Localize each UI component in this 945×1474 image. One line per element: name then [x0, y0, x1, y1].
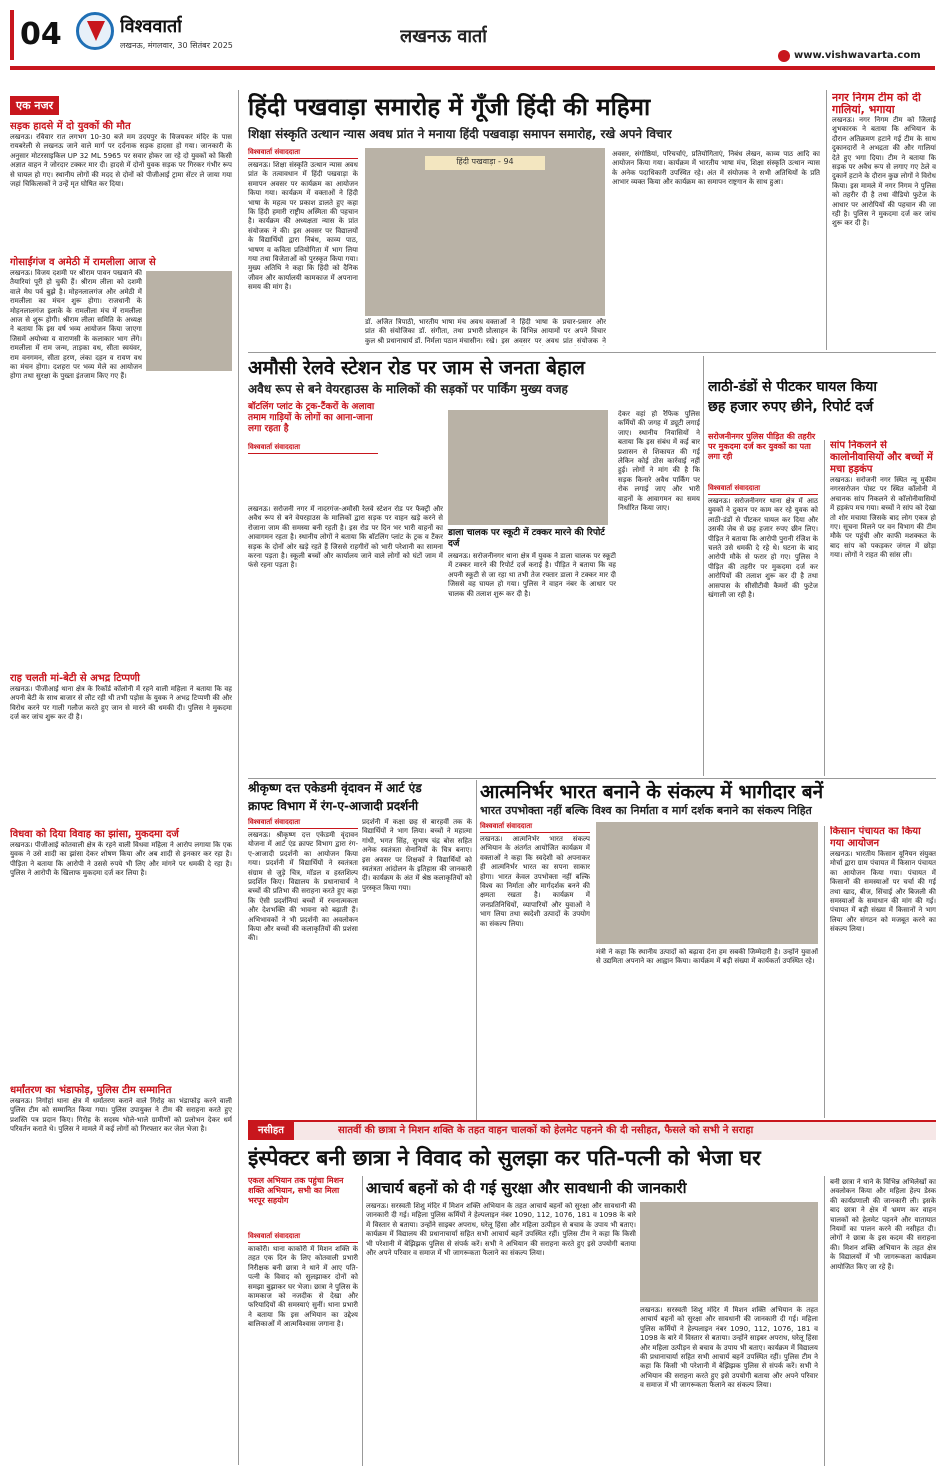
kisan-story [830, 826, 936, 1118]
column-divider [703, 356, 704, 776]
article-body: लखनऊ। सरोजनीनगर थाना क्षेत्र में आठ युवकों ने दुकान पर काम कर रहे युवक को लाठी-डंडों से पीटकर घायल कर दिया और उसकी जेब से छह हजार रुपए छीन लिए। पीड़ित ने बताया कि आरोपी पुरानी रंजिश के चलते उसे धमकी दे रहे थे। घटना के बाद आरोपी मौके से फरार हो गए। पुलिस ने पीड़ित की तहरीर पर मुकदमा दर्ज कर आरोपियों की तलाश शुरू कर दी है तथा आसपास के सीसीटीवी कैमरों की फुटेज खंगाली जा रही है। [708, 497, 818, 600]
article-col [248, 818, 358, 1118]
story-title: सांप निकलने से कालोनीवासियों और बच्चों में मचा हड़कंप [830, 440, 933, 475]
logo-icon [76, 12, 114, 50]
nagar-nigam-story [832, 92, 936, 350]
story-body: लखनऊ। निगोहां थाना क्षेत्र में धर्मांतरण कराने वाले गिरोह का भंडाफोड़ करने वाली पुलिस टीम को सम्मानित किया गया। पुलिस उपायुक्त ने टीम की सराहना करते हुए प्रशस्ति पत्र प्रदान किए। गिरोह के सदस्य भोले-भाले ग्रामीणों को प्रलोभन देकर धर्म परिवर्तन कराते थे। पुलिस ने मामले में कई लोगों को गिरफ्तार कर जेल भेजा है। [10, 1097, 232, 1134]
snake-story [830, 440, 936, 776]
column-divider [238, 90, 239, 1465]
pull-quote: बॉटलिंग प्लांट के ट्रक-टैंकरों के अलावा तमाम गाड़ियों के लोगों का आना-जाना लगा रहता है [248, 402, 375, 434]
nasihat-label: नसीहत [248, 1122, 294, 1140]
section-rule [248, 352, 936, 353]
story-body: लखनऊ। सरोजनी नगर स्थित न्यू मुकीम नगरसरोजन पोस्ट पर स्थित कॉलोनी में अचानक सांप निकलने से कॉलोनीवासियों में हड़कंप मच गया। बच्चों ने सांप को देखा तो शोर मचाया जिसके बाद लोग एकत्र हो गए। सूचना मिलने पर वन विभाग की टीम मौके पर पहुंची और काफी मशक्कत के बाद सांप को पकड़कर जंगल में छोड़ा गया। लोगों ने राहत की सांस ली। [830, 476, 936, 560]
section-rule [248, 778, 936, 779]
globe-icon [778, 50, 790, 62]
ramlila-photo [146, 271, 232, 371]
ek-nazar-label: एक नजर [10, 96, 59, 115]
column-divider [362, 1176, 363, 1466]
headline: आत्मनिर्भर भारत बनाने के संकल्प में भागीदार बनें [480, 781, 824, 803]
column-divider [824, 1176, 825, 1466]
column-divider [476, 780, 477, 1120]
article-body: बनी छात्रा ने थाने के विभिन्न अभिलेखों का अवलोकन किया और महिला हेल्प डेस्क की कार्यप्रणाली की जानकारी ली। इसके बाद छात्रा ने क्षेत्र में भ्रमण कर वाहन चालकों को हेलमेट पहनने और यातायात नियमों का पालन करने की नसीहत दी। लोगों ने छात्रा के इस कदम की सराहना की। मिशन शक्ति अभियान के तहत क्षेत्र के विद्यालयों में भी जागरूकता कार्यक्रम आयोजित किए जा रहे हैं। [830, 1178, 936, 1271]
article-body: लखनऊ। श्रीकृष्ण दत्त एकेडमी वृंदावन योजना में आर्ट एंड क्राफ्ट विभाग द्वारा रंग-ए-आजादी प्रदर्शनी का आयोजन किया गया। प्रदर्शनी में विद्यार्थियों ने स्वतंत्रता संग्राम से जुड़े चित्र, मॉडल व हस्तशिल्प प्रदर्शित किए। विद्यालय के प्रधानाचार्य ने बच्चों की प्रतिभा की सराहना करते हुए कहा कि ऐसी प्रदर्शनियां बच्चों में रचनात्मकता और देशभक्ति की भावना को बढ़ाती हैं। अभिभावकों ने भी प्रदर्शनी का अवलोकन किया और बच्चों की कलाकृतियों की प्रशंसा की। [248, 831, 358, 943]
article-body: प्रदर्शनी में कक्षा छह से बारहवीं तक के विद्यार्थियों ने भाग लिया। बच्चों ने महात्मा गांधी, भगत सिंह, सुभाष चंद्र बोस सहित अनेक स्वतंत्रता सेनानियों के चित्र बनाए। इस अवसर पर शिक्षकों ने विद्यार्थियों को स्वतंत्रता आंदोलन के इतिहास की जानकारी दी। कार्यक्रम के अंत में श्रेष्ठ कलाकृतियों को पुरस्कृत किया गया। [362, 818, 472, 892]
hindi-event-photo [365, 148, 605, 316]
brand-name: विश्ववार्ता [120, 16, 182, 37]
nasihat-text: सातवीं की छात्रा ने मिशन शक्ति के तहत वाहन चालकों को हेलमेट पहनने की दी नसीहत, फैसले को सभी ने सराहा [338, 1125, 754, 1136]
article-body: वक्ताओं ने हिंदी भाषा के प्रचार-प्रसार और प्रोत्साहन के विभिन्न आयामों पर अपने विचार रखे। इस अवसर पर अवध प्रांत संयोजक ने [486, 318, 606, 345]
headline: अमौसी रेलवे स्टेशन रोड पर जाम से जनता बेहाल [248, 357, 585, 379]
article-body: लखनऊ। शिक्षा संस्कृति उत्थान न्यास अवध प्रांत के तत्वावधान में हिंदी पखवाड़ा के समापन अवसर पर कार्यक्रम का आयोजन किया गया। कार्यक्रम में वक्ताओं ने हिंदी भाषा के महत्व पर प्रकाश डालते हुए कहा कि हिंदी हमारी राष्ट्रीय अस्मिता की पहचान है। कार्यक्रम की अध्यक्षता न्यास के प्रांत संयोजक ने की। इस अवसर पर विद्यालयों के विद्यार्थियों द्वारा निबंध, काव्य पाठ, भाषण व कविता प्रतियोगिता में भाग लिया गया तथा विजेताओं को पुरस्कृत किया गया। मुख्य अतिथि ने कहा कि हिंदी को दैनिक जीवन और कार्यालयी कामकाज में अपनाना समय की मांग है। [248, 161, 358, 292]
article-col [480, 822, 590, 1118]
headline: लाठी-डंडों से पीटकर घायल किया [708, 379, 878, 395]
website-link[interactable]: www.vishwavarta.com [794, 50, 921, 61]
story-body: लखनऊ। रविवार रात लगभग 10-30 बजे मम उदयपुर के विजयकर मंदिर के पास रायबरेली से लखनऊ जाने वाले मार्ग पर दर्दनाक सड़क हादसा हो गया। जानकारी के अनुसार मोटरसाइकिल UP 32 ML 5965 पर सवार होकर जा रहे दो युवकों को किसी अज्ञात वाहन ने जोरदार टक्कर मार दी। हादसे में दोनों युवक सड़क पर गिरकर गंभीर रूप से घायल हो गए। स्थानीय लोगों की मदद से दोनों को पीजीआई ट्रामा सेंटर ले जाया गया जहां चिकित्सकों ने उन्हें मृत घोषित कर दिया। [10, 133, 232, 189]
story-title: राह चलती मां-बेटी से अभद्र टिप्पणी [10, 673, 140, 684]
article-body: लखनऊ। सरस्वती शिशु मंदिर में मिशन शक्ति अभियान के तहत आचार्य बहनों को सुरक्षा और सावधानी की जानकारी दी गई। महिला पुलिस कर्मियों ने हेल्पलाइन नंबर 1090, 112, 1076, 181 व 1098 के बारे में विस्तार से बताया। उन्होंने साइबर अपराध, घरेलू हिंसा और महिला उत्पीड़न से बचाव के उपाय भी बताए। कार्यक्रम में विद्यालय की प्रधानाचार्या सहित सभी आचार्य बहनें उपस्थित रहीं। पुलिस टीम ने कहा कि किसी भी परेशानी में बेझिझक पुलिस से संपर्क करें। सभी ने अभियान की सराहना करते हुए इसे उपयोगी बताया और अपने परिवार व समाज में भी जागरूकता फैलाने का संकल्प लिया। [640, 1306, 818, 1390]
quote-box [248, 402, 378, 502]
pull-quote: सरोजनीनगर पुलिस पीड़ित की तहरीर पर मुकदमा दर्ज कर युवकों का पता लगा रही [708, 432, 816, 461]
story-title: किसान पंचायत का किया गया आयोजन [830, 826, 921, 849]
byline: विश्ववार्ता संवाददाता [480, 822, 590, 833]
byline: विश्ववार्ता संवाददाता [708, 484, 818, 495]
article-body: लखनऊ। सरस्वती शिशु मंदिर में मिशन शक्ति अभियान के तहत आचार्य बहनों को सुरक्षा और सावधानी की जानकारी दी गई। महिला पुलिस कर्मियों ने हेल्पलाइन नंबर 1090, 112, 1076, 181 व 1098 के बारे में विस्तार से बताया। उन्होंने साइबर अपराध, घरेलू हिंसा और महिला उत्पीड़न से बचाव के उपाय भी बताए। कार्यक्रम में विद्यालय की प्रधानाचार्या सहित सभी आचार्य बहनें उपस्थित रहीं। पुलिस टीम ने कहा कि किसी भी परेशानी में बेझिझक पुलिस से संपर्क करें। सभी ने अभियान की सराहना करते हुए इसे उपयोगी बताया और अपने परिवार व समाज में भी जागरूकता फैलाने का संकल्प लिया। [366, 1202, 636, 1258]
story-title: गोसाईंगंज व अमेठी में रामलीला आज से [10, 257, 156, 268]
headline: श्रीकृष्ण दत्त एकेडमी वृंदावन में आर्ट एंड [248, 781, 422, 795]
story-body: लखनऊ। विजय दशमी पर श्रीराम पावन पखवाने की तैयारियां पूरी हो चुकी हैं। श्रीराम लीला को दशमी वाले मेघ पर्व बुझे है। मोहनलालगंज और अमेठी में रामलीला का मंचन शुरू होगा। राजधानी के मोहनलालगंज इलाके के रामलीला मंच में रामलीला आज से शुरू होगी। श्रीराम लीला समिति के अध्यक्ष ने बताया कि इस वर्ष भव्य आयोजन किया जाएगा जिसमें अयोध्या व वाराणसी के कलाकार भाग लेंगे। रामलीला में राम जन्म, ताड़का वध, सीता स्वयंवर, राम वनगमन, सीता हरण, लंका दहन व रावण वध का मंचन होगा। दशहरा पर भव्य मेले का आयोजन होगा तथा सुरक्षा के पुख्ता इंतजाम किए गए हैं। [10, 269, 142, 381]
page-number: 04 [20, 17, 62, 52]
section-title: लखनऊ वार्ता [400, 26, 487, 47]
edition-date: लखनऊ, मंगलवार, 30 सितंबर 2025 [120, 41, 233, 50]
story-body: लखनऊ। पीजीआई कोतवाली क्षेत्र के रहने वाली विधवा महिला ने आरोप लगाया कि एक युवक ने उसे शादी का झांसा देकर शोषण किया और अब शादी से इनकार कर रहा है। पीड़िता ने बताया कि आरोपी ने उससे रुपये भी लिए और मांगने पर धमकी दे रहा है। पुलिस ने आरोपी के खिलाफ मुकदमा दर्ज कर लिया है। [10, 841, 232, 878]
story-body: लखनऊ। भारतीय किसान यूनियन संयुक्त मोर्चा द्वारा ग्राम पंचायत में किसान पंचायत का आयोजन किया गया। पंचायत में किसानों की समस्याओं पर चर्चा की गई तथा खाद, बीज, सिंचाई और बिजली की समस्याओं के समाधान की मांग की गई। पंचायत में बड़ी संख्या में किसानों ने भाग लिया और संगठन को मजबूत करने का संकल्प लिया। [830, 850, 936, 934]
article-col [248, 148, 358, 343]
article-body: लखनऊ। सरोजनीनगर थाना क्षेत्र में युवक ने डाला चालक पर स्कूटी में टक्कर मारने की रिपोर्ट दर्ज कराई है। पीड़ित ने बताया कि वह अपनी स्कूटी से जा रहा था तभी तेज रफ्तार डाला ने टक्कर मार दी जिससे वह घायल हो गया। पुलिस ने वाहन नंबर के आधार पर चालक की तलाश शुरू कर दी है। [448, 552, 616, 598]
deck: भारत उपभोक्ता नहीं बल्कि विश्व का निर्माता व मार्ग दर्शक बनाने का संकल्प निहित [480, 804, 812, 817]
deck: अवैध रूप से बने वेयरहाउस के मालिकों की सड़कों पर पार्किंग मुख्य वजह [248, 382, 568, 396]
byline: विश्ववार्ता संवाददाता [248, 1232, 358, 1243]
deck: शिक्षा संस्कृति उत्थान न्यास अवध प्रांत ने मनाया हिंदी पखवाड़ा समापन समारोह, रखे अपने विचार [248, 127, 672, 141]
left-column [10, 94, 232, 1466]
atmanirbhar-photo [596, 822, 818, 944]
header-rule [10, 66, 935, 70]
byline: विश्ववार्ता संवाददाता [248, 148, 358, 159]
truck-photo [448, 410, 608, 525]
headline: क्राफ्ट विभाग में रंग-ए-आजादी प्रदर्शनी [248, 799, 419, 813]
byline: विश्ववार्ता संवाददाता [248, 443, 378, 454]
headline: आचार्य बहनों को दी गई सुरक्षा और सावधानी की जानकारी [366, 1179, 687, 1197]
column-divider [826, 90, 827, 350]
article-body: अवसर, संगोष्ठियां, परिचर्चाएं, प्रतियोगिताएं, निबंध लेखन, काव्य पाठ आदि का आयोजन किया गया। कार्यक्रम में भारतीय भाषा मंच, शिक्षा संस्कृति उत्थान न्यास के अनेक पदाधिकारी उपस्थित रहे। अंत में संयोजक ने सभी अतिथियों के प्रति आभार व्यक्त किया और कार्यक्रम का समापन राष्ट्रगान के साथ हुआ। [612, 150, 820, 187]
nasihat-strip [248, 1120, 936, 1140]
headline: हिंदी पखवाड़ा समारोह में गूँजी हिंदी की महिमा [248, 93, 651, 121]
article-body: मंत्री ने कहा कि स्थानीय उत्पादों को बढ़ावा देना हम सबकी जिम्मेदारी है। उन्होंने युवाओं से उद्यमिता अपनाने का आह्वान किया। कार्यक्रम में बड़ी संख्या में कार्यकर्ता उपस्थित रहे। [596, 948, 818, 966]
story-title: सड़क हादसे में दो युवकों की मौत [10, 121, 131, 132]
story-title: विधवा को दिया विवाह का झांसा, मुकदमा दर्ज [10, 829, 179, 840]
story-body: लखनऊ। पीजीआई थाना क्षेत्र के रिकॉर्ड कॉलोनी में रहने वाली महिला ने बताया कि वह अपनी बेटी के साथ बाजार से लौट रही थी तभी पड़ोस के युवक ने अभद्र टिप्पणी की और विरोध करने पर गाली गलौज करते हुए जान से मारने की धमकी दी। पुलिस ने मुकदमा दर्ज कर जांच शुरू कर दी है। [10, 685, 232, 722]
byline: विश्ववार्ता संवाददाता [248, 818, 358, 829]
article-body: काकोरी। थाना काकोरी में मिशन शक्ति के तहत एक दिन के लिए कोतवाली प्रभारी निरीक्षक बनी छात्रा ने थाने में आए पति-पत्नी के विवाद को सुलझाकर दोनों को समझा बुझाकर घर भेजा। छात्रा ने पुलिस के कामकाज को नजदीक से देखा और फरियादियों की समस्याएं सुनीं। थाना प्रभारी ने बताया कि इस अभियान का उद्देश्य बालिकाओं में आत्मविश्वास जगाना है। [248, 1245, 358, 1329]
article-body: लखनऊ। सरोजनी नगर में नादरगंज-अमौसी रेलवे स्टेशन रोड पर फैक्ट्री और अवैध रूप से बने वेयरहाउस के मालिकों द्वारा सड़क पर वाहन खड़े करने से रोजाना जाम की समस्या बनी रहती है। इस रोड पर दिन भर भारी वाहनों का आवागमन रहता है। स्थानीय लोगों ने बताया कि बॉटलिंग प्लांट के ट्रक व टैंकर सड़क के दोनों ओर खड़े रहते हैं जिससे राहगीरों को भारी परेशानी का सामना करना पड़ता है। स्कूली बच्चों और कार्यालय जाने वाले लोगों को घंटों जाम में फंसे रहना पड़ता है। [248, 505, 443, 570]
pull-quote: एकल अभियान तक पहुंचा मिशन शक्ति अभियान, सभी का मिला भरपूर सहयोग [248, 1176, 344, 1205]
banner-text: हिंदी पखवाड़ा - 94 [425, 156, 545, 170]
article-col [708, 484, 818, 776]
headline: छह हजार रुपए छीने, रिपोर्ट दर्ज [708, 399, 874, 415]
story-title: धर्मांतरण का भंडाफोड़, पुलिस टीम सम्मानित [10, 1085, 172, 1096]
article-body: लखनऊ। आत्मनिर्भर भारत संकल्प अभियान के अंतर्गत आयोजित कार्यक्रम में वक्ताओं ने कहा कि स्वदेशी को अपनाकर ही आत्मनिर्भर भारत का सपना साकार होगा। भारत केवल उपभोक्ता नहीं बल्कि विश्व का निर्माता और मार्गदर्शक बनने की क्षमता रखता है। कार्यक्रम में जनप्रतिनिधियों, व्यापारियों और युवाओं ने भाग लिया तथा स्वदेशी उत्पादों के उपयोग का संकल्प लिया। [480, 835, 590, 928]
story-body: लखनऊ। नगर निगम टीम को जिलाई शुभकारक ने बताया कि अभियान के दौरान अतिक्रमण हटाने गई टीम के साथ दुकानदारों ने अभद्रता की और गालियां देते हुए भगा दिया। टीम ने बताया कि सड़क पर अवैध रूप से लगाए गए ठेले व दुकानें हटाने के दौरान कुछ लोगों ने विरोध किया। इस मामले में नगर निगम ने पुलिस को तहरीर दी है तथा वीडियो फुटेज के आधार पर आरोपियों की पहचान की जा रही है। पुलिस ने मुकदमा दर्ज कर जांच शुरू कर दी है। [832, 116, 936, 228]
column-divider [824, 826, 825, 1118]
headline: इंस्पेक्टर बनी छात्रा ने विवाद को सुलझा कर पति-पत्नी को भेजा घर [248, 1146, 761, 1170]
column-divider [824, 440, 825, 776]
acharya-photo [640, 1202, 818, 1302]
story-title: नगर निगम टीम को दी गालियां, भगाया [832, 92, 921, 116]
article-col [248, 1232, 358, 1466]
page-number-box [10, 10, 68, 60]
photo-caption: डॉ. अजित त्रिपाठी, भारतीय भाषा मंच अवध प्रांत की संयोजिका डॉ. संगीता, तथा प्रभारी कुल श्री प्रधानाचार्य डॉ. निर्मला पठान मंचासीन। [365, 318, 483, 345]
photo-caption: डाला चालक पर स्कूटी में टक्कर मारने की रिपोर्ट दर्ज [448, 528, 605, 549]
article-body: देकर वहां हो रैफिक पुलिस कर्मियों की जगह में ड्यूटी लगाई जाए। स्थानीय निवासियों ने बताया कि इस संबंध में कई बार प्रशासन से शिकायत की गई लेकिन कोई ठोस कार्रवाई नहीं हुई। लोगों ने मांग की है कि सड़क किनारे अवैध पार्किंग पर रोक लगाई जाए और भारी वाहनों के आवागमन का समय निर्धारित किया जाए। [618, 410, 700, 513]
